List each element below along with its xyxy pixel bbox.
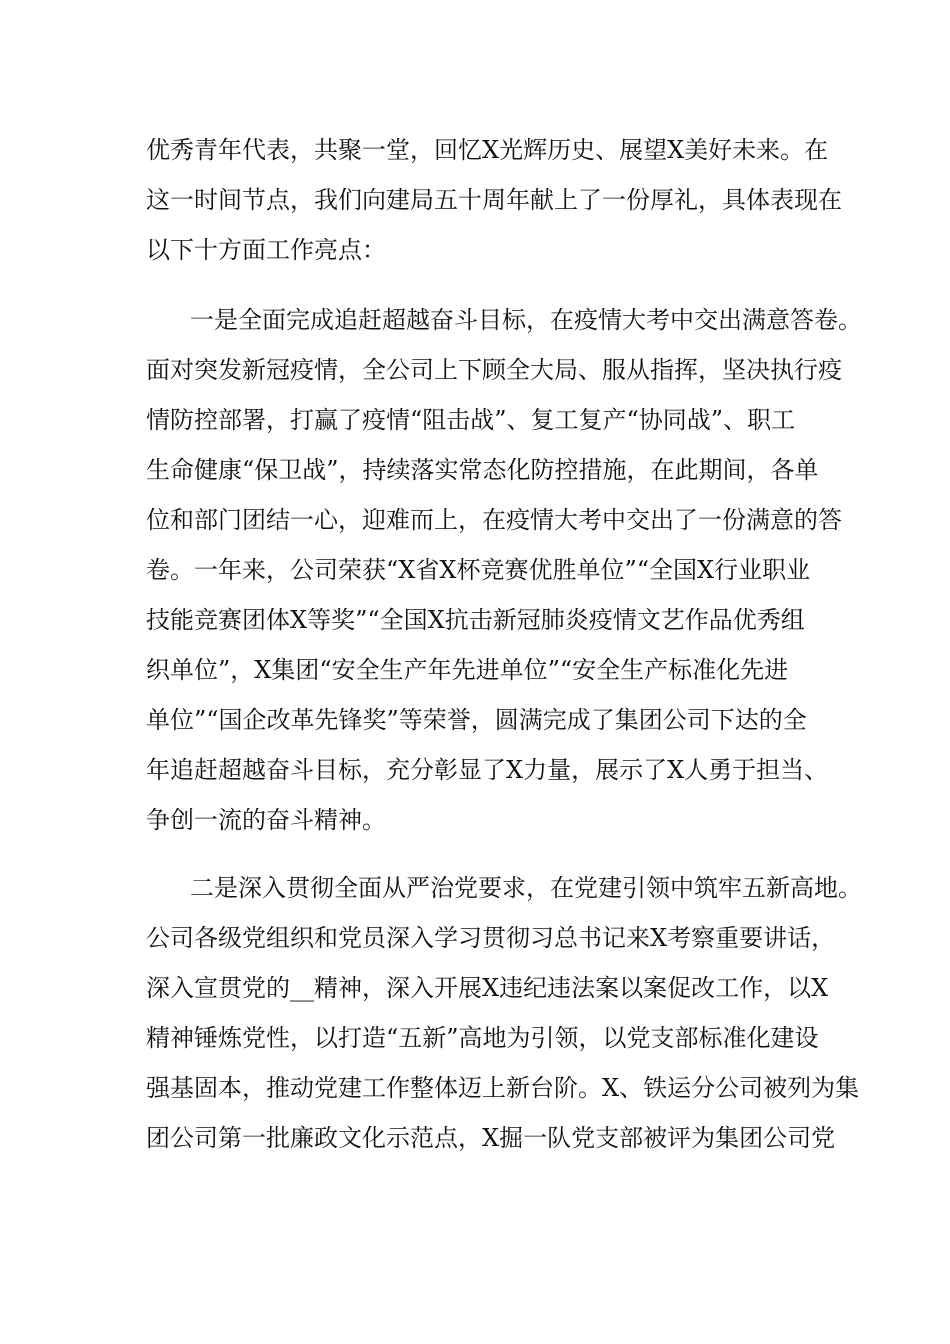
text-line: 面对突发新冠疫情，全公司上下顾全大局、服从指挥，坚决执行疫: [146, 356, 842, 384]
text-line: 单位”“国企改革先锋奖”等荣誉，圆满完成了集团公司下达的全: [146, 706, 807, 734]
text-line: 卷。一年来，公司荣获“X省X杯竞赛优胜单位”“全国X行业职业: [146, 556, 811, 584]
text-line: 深入宣贯党的__精神，深入开展X违纪违法案以案促改工作，以X: [146, 974, 829, 1002]
paragraph-two-first-line: 二是深入贯彻全面从严治党要求，在党建引领中筑牢五新高地。: [190, 874, 862, 902]
paragraph-one-first-line: 一是全面完成追赶超越奋斗目标，在疫情大考中交出满意答卷。: [190, 306, 862, 334]
text-line: 这一时间节点，我们向建局五十周年献上了一份厚礼，具体表现在: [146, 186, 842, 214]
text-line: 争创一流的奋斗精神。: [146, 806, 386, 834]
text-line: 技能竞赛团体X等奖”“全国X抗击新冠肺炎疫情文艺作品优秀组: [146, 606, 805, 634]
text-line: 织单位”，X集团“安全生产年先进单位”“安全生产标准化先进: [146, 656, 789, 684]
text-line: 精神锤炼党性，以打造“五新”高地为引领，以党支部标准化建设: [146, 1024, 819, 1052]
text-line: 优秀青年代表，共聚一堂，回忆X光辉历史、展望X美好未来。在: [146, 136, 829, 164]
text-line: 公司各级党组织和党员深入学习贯彻习总书记来X考察重要讲话，: [146, 924, 836, 952]
text-line: 情防控部署，打赢了疫情“阻击战”、复工复产“协同战”、职工: [146, 406, 796, 434]
text-line: 年追赶超越奋斗目标，充分彰显了X力量，展示了X人勇于担当、: [146, 756, 829, 784]
text-line: 生命健康“保卫战”，持续落实常态化防控措施，在此期间，各单: [146, 456, 819, 484]
text-line: 强基固本，推动党建工作整体迈上新台阶。X、铁运分公司被列为集: [146, 1074, 860, 1102]
text-line: 以下十方面工作亮点：: [146, 236, 386, 264]
text-line: 位和部门团结一心，迎难而上，在疫情大考中交出了一份满意的答: [146, 506, 842, 534]
text-line: 团公司第一批廉政文化示范点，X掘一队党支部被评为集团公司党: [146, 1124, 836, 1152]
